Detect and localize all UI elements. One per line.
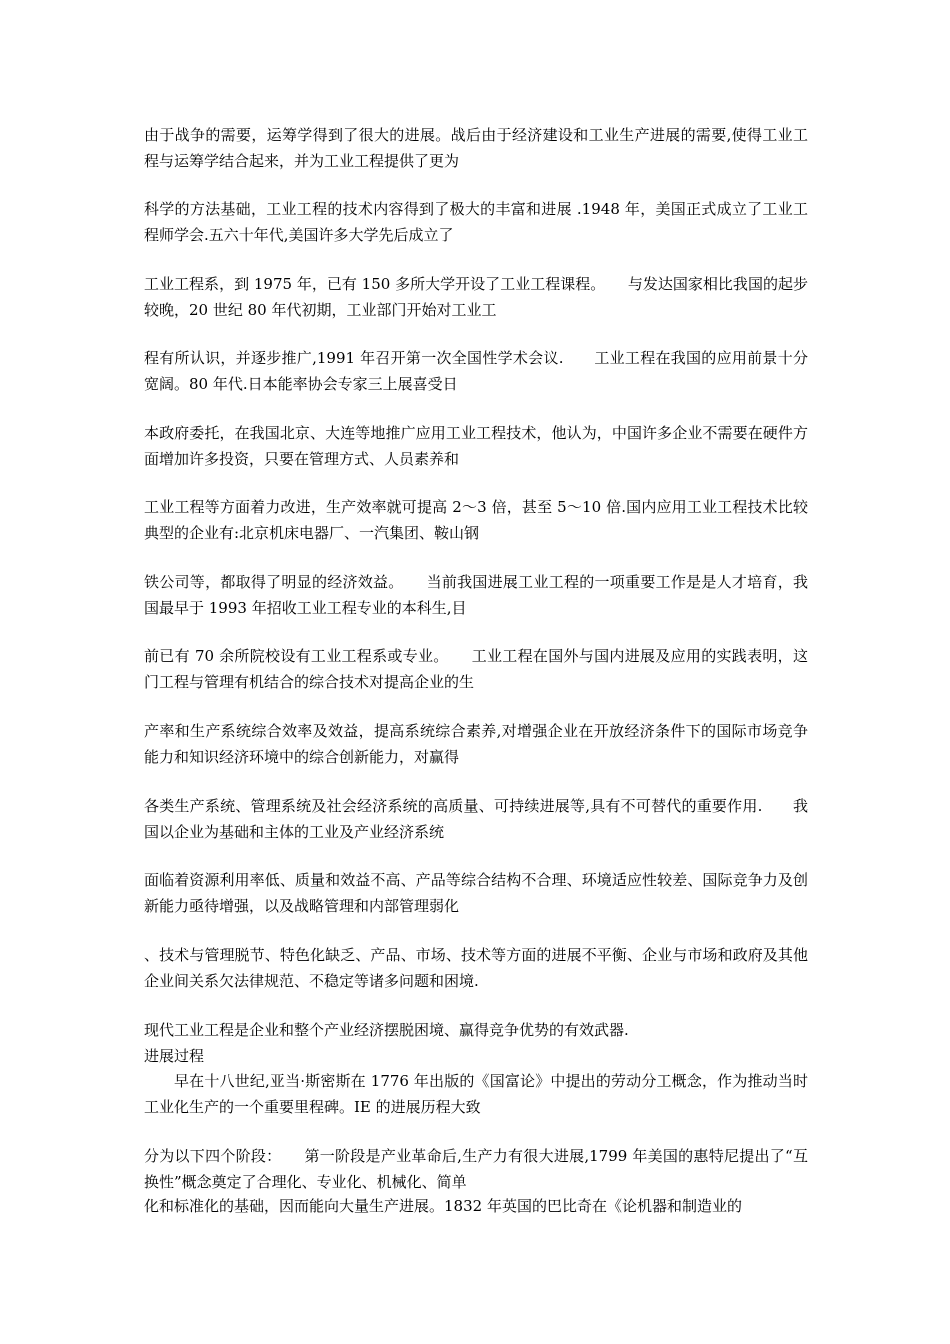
paragraph-5: 本政府委托，在我国北京、大连等地推广应用工业工程技术，他认为，中国许多企业不需要在硬件方面增加许多投资，只要在管理方式、人员素养和: [144, 424, 808, 468]
section-paragraph-1: 早在十八世纪,亚当·斯密斯在 1776 年出版的《国富论》中提出的劳动分工概念，作为推动当时工业化生产的一个重要里程碑。IE 的进展历程大致: [144, 1072, 808, 1116]
paragraph-10: 各类生产系统、管理系统及社会经济系统的高质量、可持续进展等,具有不可替代的重要作用. 我国以企业为基础和主体的工业及产业经济系统: [144, 797, 808, 841]
paragraph-13: 现代工业工程是企业和整个产业经济摆脱困境、赢得竞争优势的有效武器.: [144, 1021, 629, 1039]
paragraph-11: 面临着资源利用率低、质量和效益不高、产品等综合结构不合理、环境适应性较差、国际竞争力及创新能力亟待增强，以及战略管理和内部管理弱化: [144, 871, 808, 915]
paragraph-1: 由于战争的需要，运筹学得到了很大的进展。战后由于经济建设和工业生产进展的需要,使得工业工程与运筹学结合起来，并为工业工程提供了更为: [144, 126, 808, 170]
paragraph-12: 、技术与管理脱节、特色化缺乏、产品、市场、技术等方面的进展不平衡、企业与市场和政府及其他企业间关系欠法律规范、不稳定等诸多问题和困境.: [144, 946, 808, 990]
paragraph-6: 工业工程等方面着力改进，生产效率就可提高 2～3 倍，甚至 5～10 倍.国内应用工业工程技术比较典型的企业有:北京机床电器厂、一汽集团、鞍山钢: [144, 498, 808, 542]
paragraph-4: 程有所认识，并逐步推广,1991 年召开第一次全国性学术会议. 工业工程在我国的应用前景十分宽阔。80 年代.日本能率协会专家三上展喜受日: [144, 349, 808, 393]
section-paragraph-3: 化和标准化的基础，因而能向大量生产进展。1832 年英国的巴比奇在《论机器和制造业的: [144, 1197, 742, 1215]
paragraph-9: 产率和生产系统综合效率及效益，提高系统综合素养,对增强企业在开放经济条件下的国际市场竞争能力和知识经济环境中的综合创新能力，对赢得: [144, 722, 808, 766]
section-paragraph-2: 分为以下四个阶段： 第一阶段是产业革命后,生产力有很大进展,1799 年美国的惠特尼提出了“互换性”概念奠定了合理化、专业化、机械化、简单: [144, 1147, 808, 1191]
paragraph-2: 科学的方法基础，工业工程的技术内容得到了极大的丰富和进展 .1948 年，美国正式成立了工业工程师学会.五六十年代,美国许多大学先后成立了: [144, 200, 808, 244]
paragraph-3: 工业工程系，到 1975 年，已有 150 多所大学开设了工业工程课程。 与发达国家相比我国的起步较晚，20 世纪 80 年代初期，工业部门开始对工业工: [144, 275, 808, 319]
paragraph-7: 铁公司等，都取得了明显的经济效益。 当前我国进展工业工程的一项重要工作是是人才培育，我国最早于 1993 年招收工业工程专业的本科生,目: [144, 573, 808, 617]
paragraph-8: 前已有 70 余所院校设有工业工程系或专业。 工业工程在国外与国内进展及应用的实践表明，这门工程与管理有机结合的综合技术对提高企业的生: [144, 647, 808, 691]
section-heading: 进展过程: [144, 1047, 205, 1065]
